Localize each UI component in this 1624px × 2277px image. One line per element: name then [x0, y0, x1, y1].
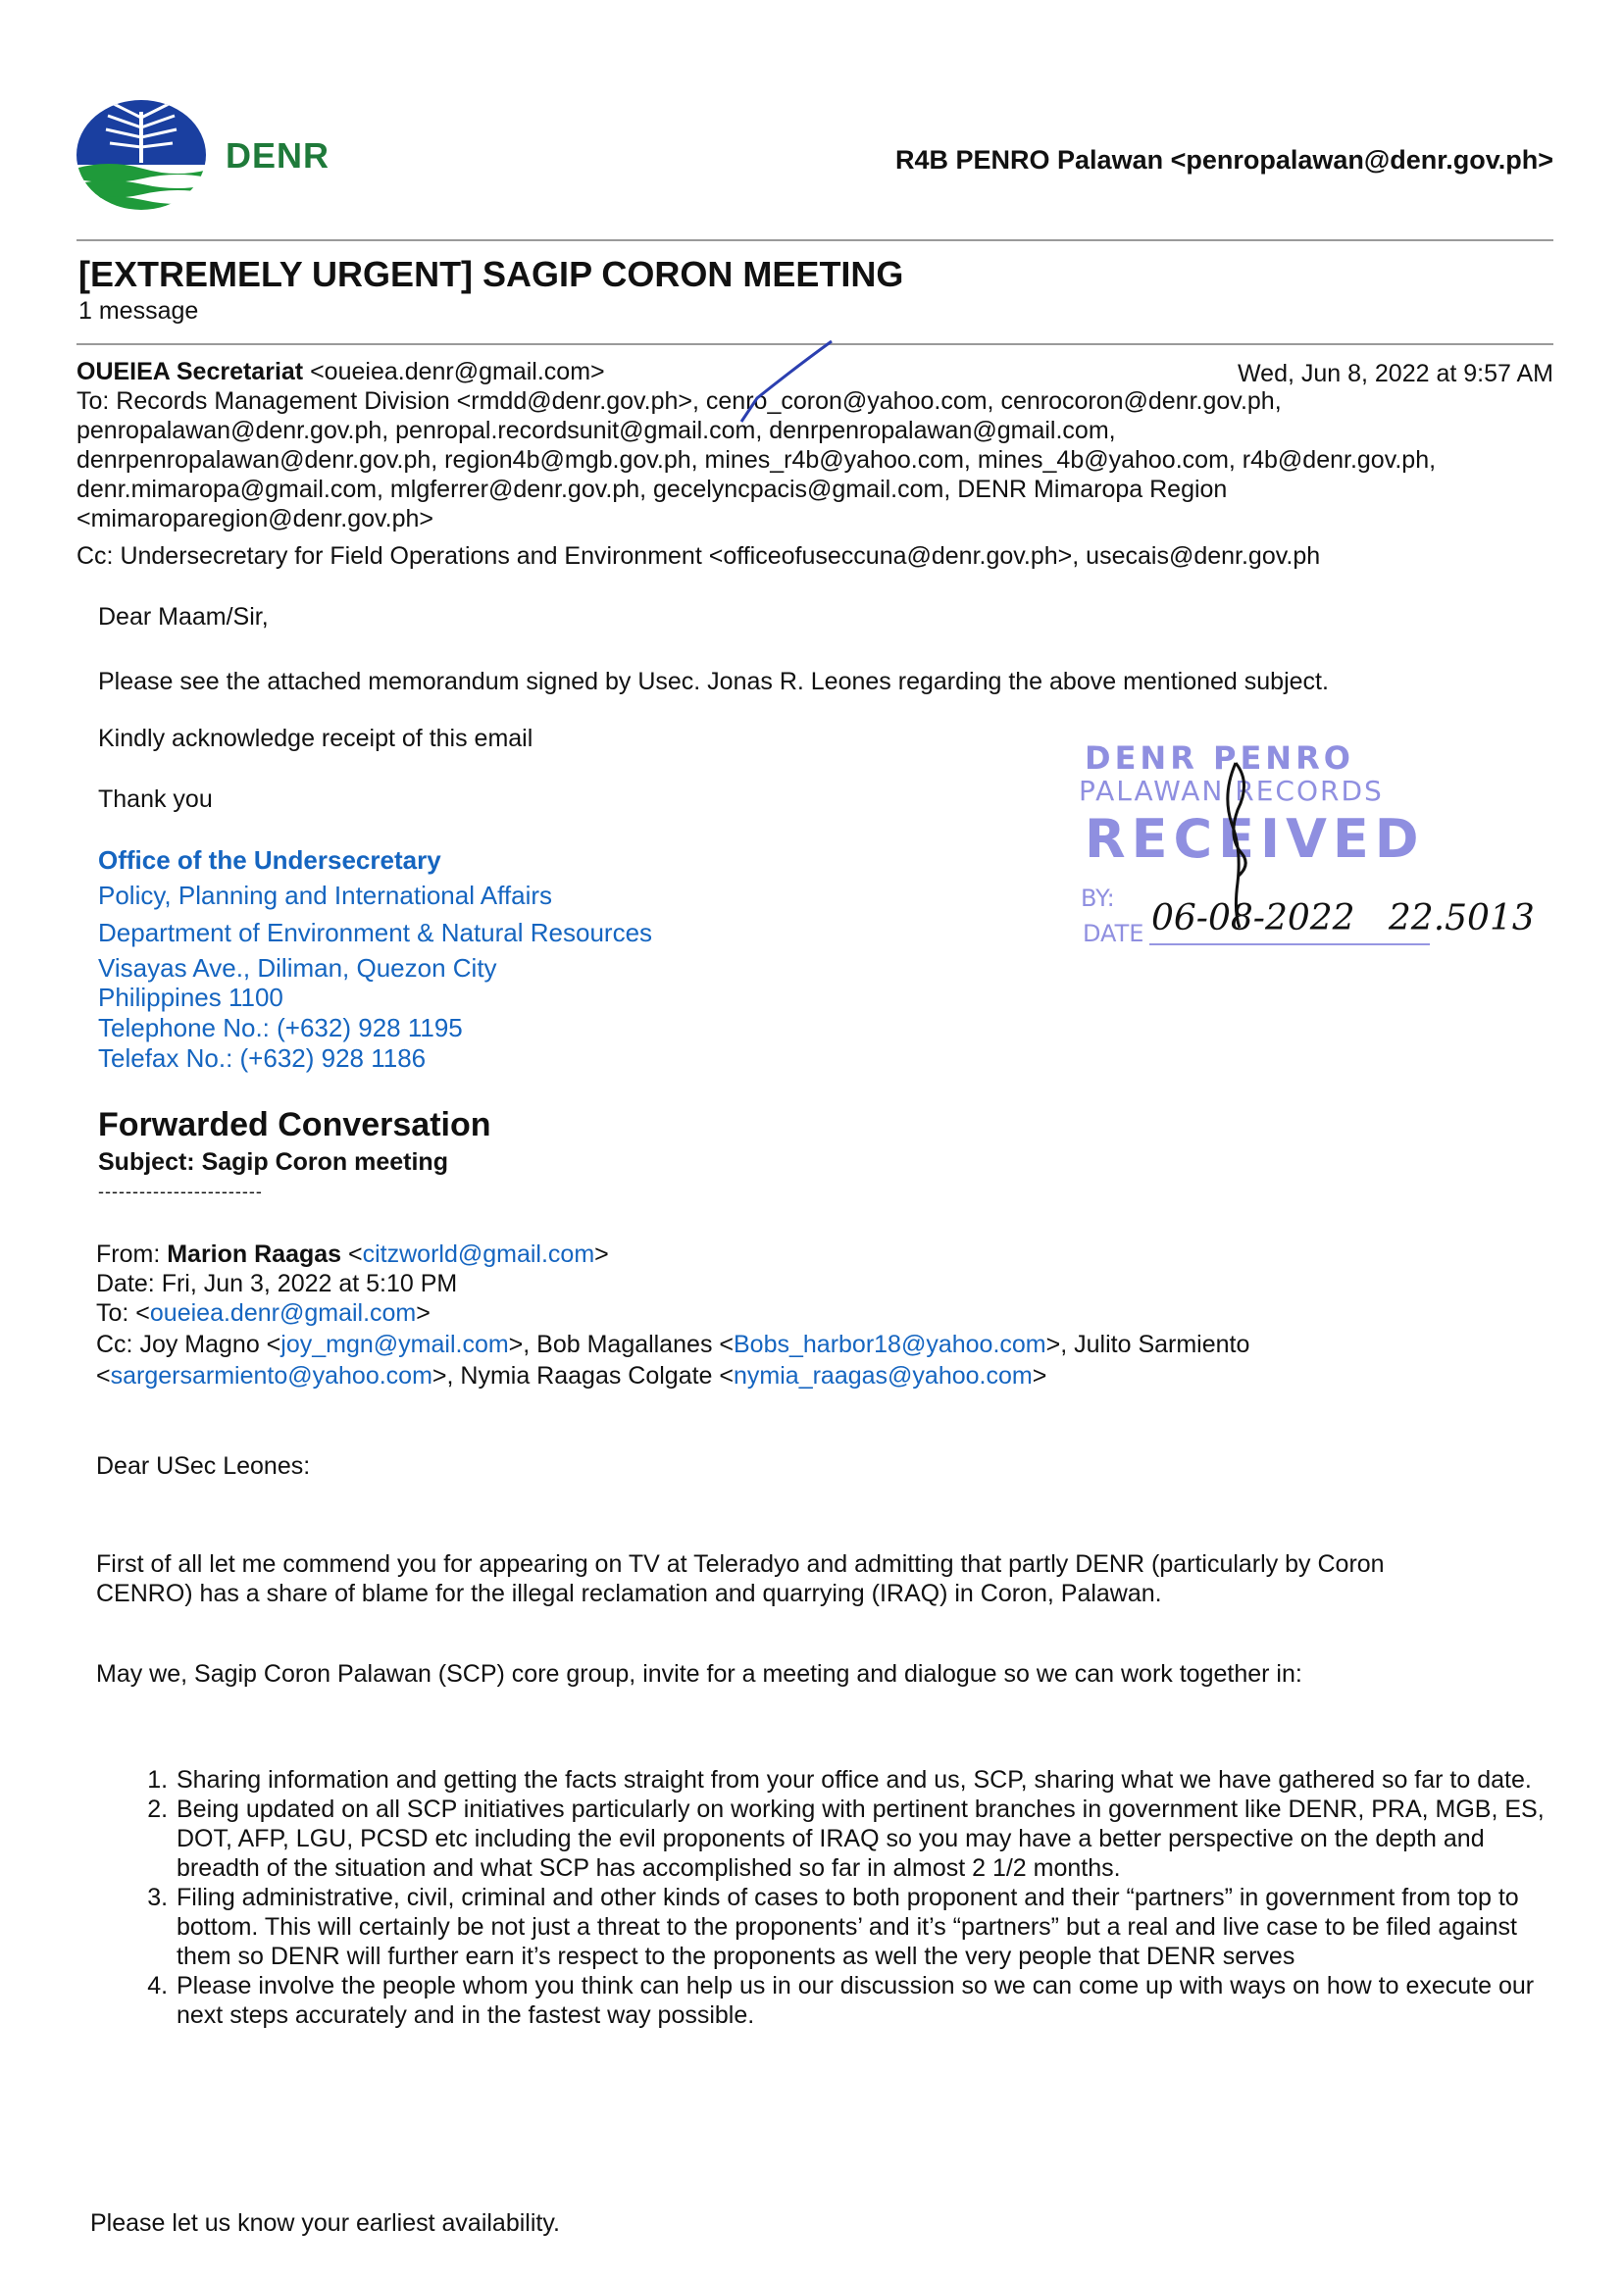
- message-date: Wed, Jun 8, 2022 at 9:57 AM: [1238, 360, 1553, 387]
- cc-email-link[interactable]: sargersarmiento@yahoo.com: [110, 1362, 432, 1390]
- body-paragraph-2: Kindly acknowledge receipt of this email: [98, 725, 533, 752]
- logo-text: DENR: [226, 135, 330, 176]
- signature-line: Telephone No.: (+632) 928 1195: [98, 1013, 463, 1042]
- cc-text: Cc: Joy Magno <: [96, 1331, 281, 1358]
- forwarded-subject: Subject: Sagip Coron meeting: [98, 1148, 448, 1176]
- stamp-date-rule: [1149, 943, 1430, 945]
- forwarded-paragraph-2: May we, Sagip Coron Palawan (SCP) core group, invite for a meeting and dialogue so we can work together in:: [96, 1660, 1302, 1688]
- signature-line: Philippines 1100: [98, 983, 283, 1012]
- forwarded-heading: Forwarded Conversation: [98, 1106, 491, 1143]
- cc-text: >, Bob Magallanes <: [508, 1331, 734, 1358]
- from-email-bracket: <: [341, 1240, 363, 1268]
- list-item: 3. Filing administrative, civil, criminal and other kinds of cases to both proponent and their “partners” in government from top to bottom. This will certainly be not just a threat to the proponents’ and it’s “partners” but a real and live case to be filed against them so DENR will further earn it’s respect to the proponents as well the very people that DENR serves: [175, 1883, 1567, 1971]
- signature-line: Policy, Planning and International Affairs: [98, 881, 552, 910]
- body-paragraph-1: Please see the attached memorandum signed by Usec. Jonas R. Leones regarding the above mentioned subject.: [98, 668, 1329, 695]
- sender-email: <oueiea.denr@gmail.com>: [310, 358, 605, 385]
- forwarded-paragraph-1-line-2: CENRO) has a share of blame for the illegal reclamation and quarrying (IRAQ) in Coron, Palawan.: [96, 1580, 1162, 1607]
- request-list: [129, 1765, 1567, 2030]
- cc-text: >: [1032, 1362, 1047, 1390]
- cc-text: >, Nymia Raagas Colgate <: [431, 1362, 735, 1390]
- signature-office: Office of the Undersecretary: [98, 845, 441, 875]
- to-line-2: penropalawan@denr.gov.ph, penropal.recordsunit@gmail.com, denrpenropalawan@gmail.com,: [76, 417, 1116, 444]
- forwarded-greeting: Dear USec Leones:: [96, 1452, 311, 1480]
- signature-line: Visayas Ave., Diliman, Quezon City: [98, 953, 497, 983]
- cc-text: <: [96, 1362, 111, 1390]
- pen-mark-icon: [737, 337, 845, 426]
- denr-logo-emblem-icon: [75, 94, 222, 216]
- cc-email-link[interactable]: Bobs_harbor18@yahoo.com: [734, 1331, 1046, 1358]
- cc-line: Cc: Undersecretary for Field Operations and Environment <officeofuseccuna@denr.gov.ph>, usecais@denr.gov.ph: [76, 542, 1321, 570]
- list-item: 2. Being updated on all SCP initiatives particularly on working with pertinent branches in government like DENR, PRA, MGB, ES, DOT, AFP, LGU, PCSD etc including the evil proponents of IRAQ so you may have a better perspective on the depth and breadth of the situation and what SCP has accomplished so far in almost 2 1/2 months.: [175, 1795, 1567, 1883]
- cc-text: >, Julito Sarmiento: [1045, 1331, 1250, 1358]
- stamp-line-1: DENR PENRO: [1085, 739, 1354, 777]
- from-label: From:: [96, 1240, 168, 1268]
- forwarded-dashes: ------------------------: [98, 1182, 263, 1201]
- denr-logo: [75, 94, 222, 216]
- from-name: Marion Raagas: [167, 1240, 342, 1268]
- body-paragraph-3: Thank you: [98, 785, 213, 813]
- from-line: [96, 1240, 609, 1269]
- signature-line: Department of Environment & Natural Resources: [98, 918, 653, 947]
- from-email-link[interactable]: citzworld@gmail.com: [362, 1240, 595, 1268]
- to-line-4: denr.mimaropa@gmail.com, mlgferrer@denr.gov.ph, gecelyncpacis@gmail.com, DENR Mimaropa Region: [76, 476, 1228, 503]
- forwarded-closing: Please let us know your earliest availability.: [90, 2209, 560, 2237]
- handwritten-initial-icon: [1208, 755, 1267, 932]
- to-line-5: <mimaroparegion@denr.gov.ph>: [76, 505, 434, 532]
- list-item: 4. Please involve the people whom you think can help us in our discussion so we can come up with ways on how to execute our next steps accurately and in the fastest way possible.: [175, 1971, 1567, 2030]
- forwarded-paragraph-1-line-1: First of all let me commend you for appearing on TV at Teleradyo and admitting that partly DENR (particularly by Coron: [96, 1550, 1385, 1578]
- stamp-line-3: RECEIVED: [1085, 808, 1425, 870]
- message-count: 1 message: [78, 297, 199, 325]
- date-line: Date: Fri, Jun 3, 2022 at 5:10 PM: [96, 1270, 458, 1297]
- signature-line: Telefax No.: (+632) 928 1186: [98, 1043, 427, 1073]
- stamp-by-label: BY:: [1081, 885, 1115, 912]
- to-line-1: To: Records Management Division <rmdd@denr.gov.ph>, cenro_coron@yahoo.com, cenrocoron@denr.gov.ph,: [76, 387, 1282, 415]
- cc-line-forwarded-1: [96, 1330, 1249, 1359]
- account-label: R4B PENRO Palawan <penropalawan@denr.gov.ph>: [895, 145, 1553, 175]
- to-line: [96, 1298, 431, 1328]
- sender-line: [76, 357, 605, 386]
- cc-line-forwarded-2: [96, 1361, 1046, 1391]
- stamp-handwritten-date: 06-08-2022 22.5013: [1151, 898, 1535, 938]
- stamp-line-2: PALAWAN RECORDS: [1079, 775, 1384, 807]
- sender-name: OUEIEA Secretariat: [76, 358, 304, 385]
- stamp-date-label: DATE: [1083, 920, 1144, 947]
- cc-email-link[interactable]: joy_mgn@ymail.com: [280, 1331, 509, 1358]
- to-label: To: <: [96, 1299, 150, 1327]
- greeting: Dear Maam/Sir,: [98, 603, 269, 631]
- list-item: 1. Sharing information and getting the facts straight from your office and us, SCP, sharing what we have gathered so far to date.: [175, 1765, 1567, 1795]
- to-line-3: denrpenropalawan@denr.gov.ph, region4b@mgb.gov.ph, mines_r4b@yahoo.com, mines_4b@yahoo.com, r4b@denr.gov.ph,: [76, 446, 1437, 474]
- email-subject: [EXTREMELY URGENT] SAGIP CORON MEETING: [78, 254, 904, 294]
- to-email-bracket: >: [416, 1299, 431, 1327]
- from-email-bracket: >: [594, 1240, 609, 1268]
- header-divider: [76, 239, 1553, 241]
- to-email-link[interactable]: oueiea.denr@gmail.com: [149, 1299, 417, 1327]
- cc-email-link[interactable]: nymia_raagas@yahoo.com: [734, 1362, 1033, 1390]
